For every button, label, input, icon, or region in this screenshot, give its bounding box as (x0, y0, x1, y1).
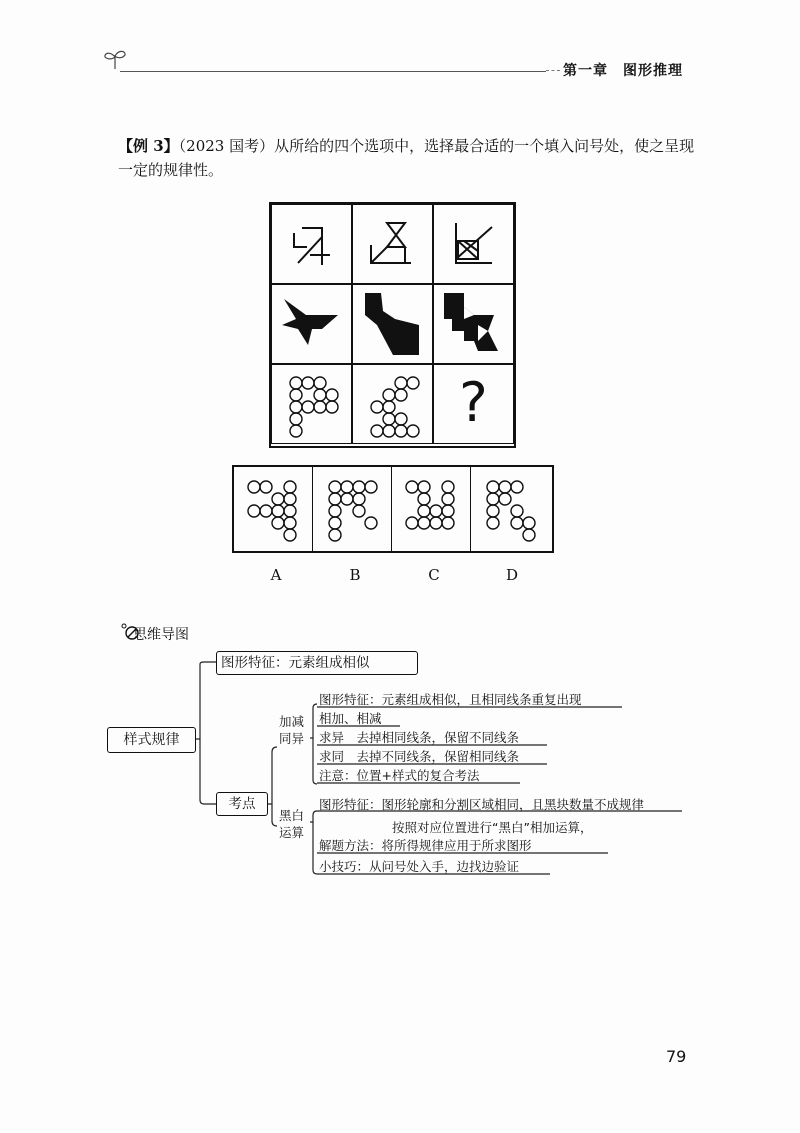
mindmap-item-bw-method-line2: 解题方法：将所得规律应用于所求图形 (319, 838, 532, 853)
grid-cell-3-2 (352, 364, 433, 444)
page-number: 79 (666, 1047, 687, 1066)
puzzle-grid (269, 202, 516, 448)
group2-label-line2: 运算 (279, 825, 305, 840)
question-body: 从所给的四个选项中，选择最合适的一个填入问号处，使之呈现一定的规律性。 (118, 137, 695, 179)
group1-label-line1: 加减 (279, 714, 305, 729)
line-figure-2 (353, 205, 432, 283)
mindmap-item-seek-same: 求同 去掉不同线条，保留相同线条 (319, 749, 520, 764)
line-figure-1 (272, 205, 351, 283)
option-label-b: B (349, 566, 361, 584)
circle-figure-a (234, 467, 313, 551)
grid-cell-1-2 (352, 204, 433, 284)
mindmap-item-seek-difference: 求异 去掉相同线条，保留不同线条 (319, 730, 520, 745)
black-shape-1 (272, 285, 351, 363)
mindmap-branch-feature: 图形特征：元素组成相似 (216, 651, 418, 675)
mindmap-item-feature: 图形特征：元素组成相似，且相同线条重复出现 (319, 692, 582, 707)
black-shape-3 (434, 285, 513, 363)
circle-figure-b (313, 467, 392, 551)
question-text (118, 134, 698, 182)
header-rule (120, 71, 546, 72)
header-rule-dashed (546, 70, 560, 71)
grid-cell-1-1 (271, 204, 352, 284)
question-mark: ? (459, 371, 488, 434)
grid-cell-2-3 (433, 284, 514, 364)
mindmap-item-bw-method-line1: 按照对应位置进行“黑白”相加运算， (392, 820, 593, 835)
mindmap-item-tip: 小技巧：从问号处入手，边找边验证 (319, 859, 520, 874)
option-a-figure[interactable] (234, 467, 313, 551)
mindmap-title: 思维导图 (133, 627, 189, 643)
grid-cell-1-3 (433, 204, 514, 284)
option-label-c: C (428, 566, 440, 584)
option-d-figure[interactable] (471, 467, 552, 551)
sprout-icon (102, 47, 128, 71)
circle-figure-2 (353, 365, 432, 445)
option-label-d: D (505, 566, 519, 584)
circle-figure-c (392, 467, 471, 551)
chapter-title: 第一章 图形推理 (563, 63, 683, 79)
mindmap-item-note: 注意：位置+样式的复合考法 (319, 768, 480, 783)
group2-label-line1: 黑白 (279, 808, 305, 823)
mindmap-root: 样式规律 (107, 727, 196, 753)
grid-cell-3-1 (271, 364, 352, 444)
option-c-figure[interactable] (392, 467, 471, 551)
options-row (232, 465, 554, 553)
circle-figure-1 (272, 365, 351, 445)
option-b-figure[interactable] (313, 467, 392, 551)
mindmap-group-add-subtract (279, 713, 304, 747)
black-shape-2 (353, 285, 432, 363)
option-label-a: A (270, 566, 282, 584)
mindmap-branch-exam-points: 考点 (216, 792, 268, 816)
mindmap-item-bw-feature: 图形特征：图形轮廓和分割区域相同，且黑块数量不成规律 (319, 797, 645, 812)
line-figure-3 (434, 205, 513, 283)
circle-figure-d (471, 467, 552, 551)
grid-cell-2-1 (271, 284, 352, 364)
question-tag: 【例 3】 (118, 137, 179, 155)
mindmap-item-add-subtract: 相加、相减 (319, 711, 382, 726)
grid-cell-2-2 (352, 284, 433, 364)
group1-label-line2: 同异 (279, 731, 305, 746)
question-source: （2023 国考） (178, 137, 275, 155)
mindmap-group-black-white (279, 807, 304, 841)
grid-cell-3-3 (433, 364, 514, 444)
